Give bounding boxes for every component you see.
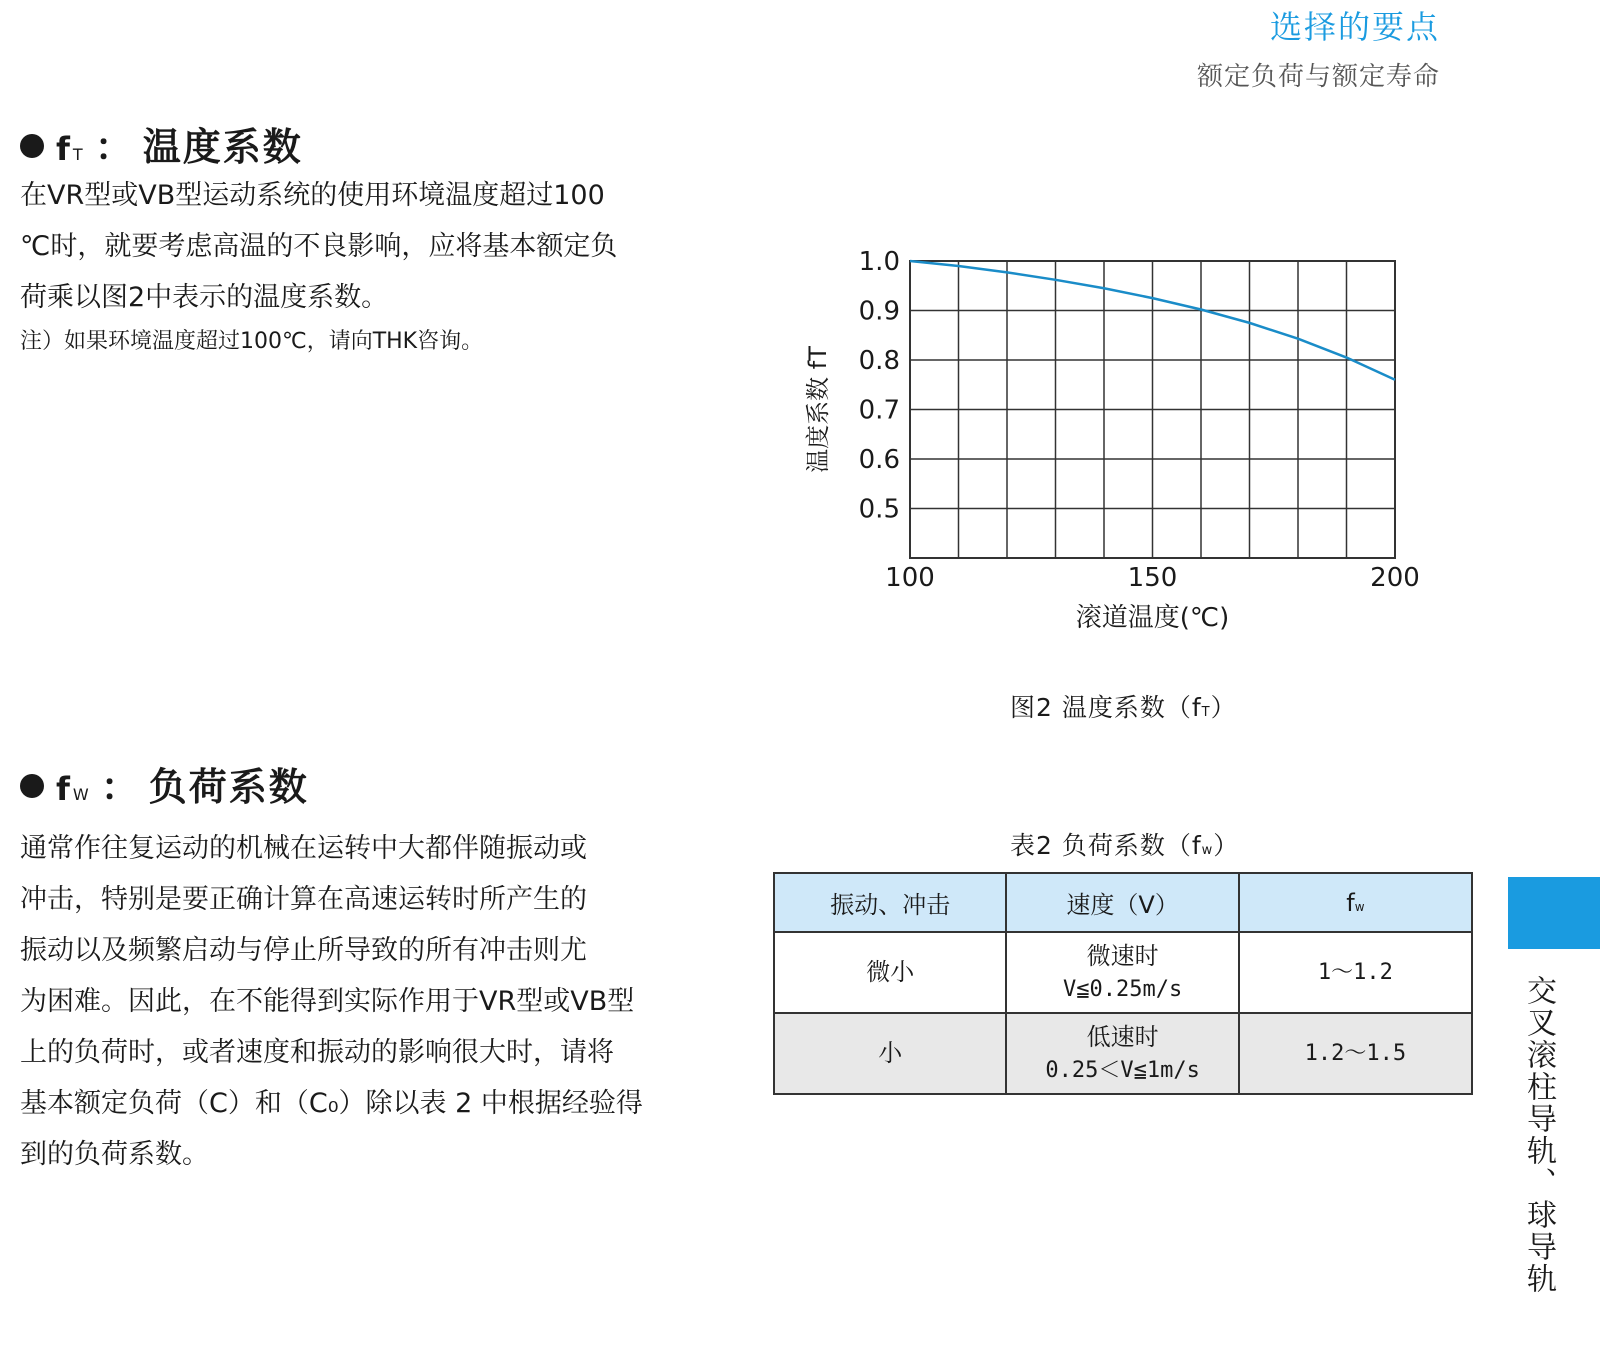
paragraph-line: 为困难。因此，在不能得到实际作用于VR型或VB型 <box>20 986 635 1017</box>
fw-title: 负荷系数 <box>148 765 309 809</box>
paragraph-line: 荷乘以图2中表示的温度系数。 <box>20 282 389 313</box>
ft-colon: ： <box>94 125 135 169</box>
x-tick-label: 150 <box>1127 563 1178 593</box>
ft-title: 温度系数 <box>142 125 303 169</box>
cell-vibration: 微小 <box>774 932 1006 1013</box>
load-factor-table <box>773 872 1473 1095</box>
chart-tick-labels <box>859 247 1420 593</box>
table-header-row <box>774 873 1472 932</box>
cell-fw: 1.2～1.5 <box>1239 1013 1472 1094</box>
table-row <box>774 932 1472 1013</box>
chart-grid <box>910 261 1395 558</box>
header-fw-sub: w <box>1354 899 1365 914</box>
side-tab-marker <box>1508 877 1600 949</box>
cell-fw: 1～1.2 <box>1239 932 1472 1013</box>
paragraph-line: 基本额定负荷（C）和（C₀）除以表 2 中根据经验得 <box>20 1088 643 1119</box>
table-caption-end: ） <box>1213 831 1240 860</box>
y-tick-label: 0.9 <box>858 296 900 327</box>
chart-y-label: 温度系数 fT <box>804 346 832 473</box>
x-tick-label: 200 <box>1370 563 1420 593</box>
y-tick-label: 0.6 <box>858 445 900 475</box>
paragraph-line: 上的负荷时，或者速度和振动的影响很大时，请将 <box>20 1037 614 1068</box>
page-header-subtitle: 额定负荷与额定寿命 <box>1196 62 1440 92</box>
y-tick-label: 0.7 <box>858 395 900 426</box>
header-fw-f: f <box>1346 888 1355 917</box>
x-tick-label: 100 <box>885 563 935 593</box>
bullet-icon <box>20 774 44 798</box>
section-ft-heading <box>20 116 303 171</box>
temperature-coefficient-chart <box>800 240 1440 660</box>
table-caption <box>1010 826 1239 862</box>
paragraph-line: 通常作往复运动的机械在运转中大都伴随振动或 <box>20 833 587 864</box>
paragraph-line: 在VR型或VB型运动系统的使用环境温度超过100 <box>20 180 605 211</box>
figure-caption-main: 图2 温度系数（f <box>1010 693 1202 722</box>
table-caption-sub: w <box>1201 843 1214 858</box>
table-caption-main: 表2 负荷系数（f <box>1010 831 1202 860</box>
chart-x-label: 滚道温度(℃) <box>1075 603 1230 633</box>
figure-caption-sub: T <box>1201 705 1211 720</box>
fw-colon: ： <box>100 765 141 809</box>
ft-symbol: f <box>56 130 72 168</box>
paragraph-line: ℃时，就要考虑高温的不良影响，应将基本额定负 <box>20 231 618 262</box>
y-tick-label: 0.8 <box>858 346 900 376</box>
speed-label: 低速时 <box>1086 1022 1159 1051</box>
table-row <box>774 1013 1472 1094</box>
ft-symbol-sub: T <box>72 145 85 164</box>
cell-speed <box>1006 1013 1238 1094</box>
cell-speed <box>1006 932 1238 1013</box>
y-tick-label: 1.0 <box>858 247 900 277</box>
paragraph-line: 振动以及频繁启动与停止所导致的所有冲击则尤 <box>20 935 587 966</box>
paragraph-line: 到的负荷系数。 <box>20 1139 209 1170</box>
fw-symbol-sub: W <box>72 785 91 804</box>
header-vibration: 振动、冲击 <box>774 873 1006 932</box>
cell-vibration: 小 <box>774 1013 1006 1094</box>
speed-range: V≦0.25m/s <box>1063 976 1183 1002</box>
figure-caption-end: ） <box>1210 693 1237 722</box>
page-header-title: 选择的要点 <box>1269 8 1440 46</box>
speed-label: 微速时 <box>1086 941 1159 970</box>
fw-symbol: f <box>56 770 72 808</box>
side-tab-text: 交叉滚柱导轨、球导轨 <box>1521 975 1556 1295</box>
section-ft-note: 注）如果环境温度超过100℃，请向THK咨询。 <box>20 329 484 354</box>
header-fw <box>1239 873 1472 932</box>
paragraph-line: 冲击，特别是要正确计算在高速运转时所产生的 <box>20 884 587 915</box>
bullet-icon <box>20 134 44 158</box>
y-tick-label: 0.5 <box>858 494 900 525</box>
header-speed: 速度（V） <box>1006 873 1238 932</box>
figure-caption <box>1010 688 1237 724</box>
section-ft-paragraph <box>20 170 720 323</box>
section-fw-heading <box>20 756 309 811</box>
speed-range: 0.25＜V≦1m/s <box>1045 1057 1200 1083</box>
section-fw-paragraph <box>20 823 720 1180</box>
